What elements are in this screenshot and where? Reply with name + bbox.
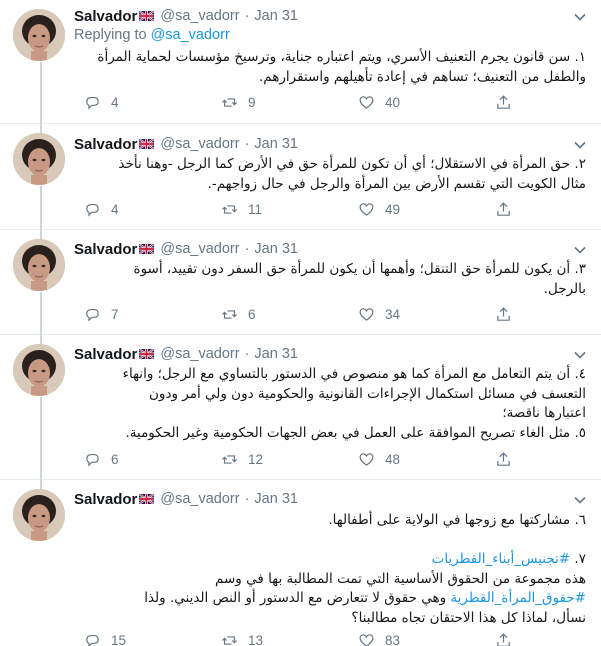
tweet-text [74,155,586,194]
like-button[interactable] [358,451,495,468]
reply-count: 7 [111,307,119,322]
tweet-text [74,48,586,87]
avatar-image [13,239,65,291]
tweet-header [74,344,298,364]
list-number: ٧. [570,551,586,567]
tweet-header [74,134,298,154]
avatar[interactable] [13,9,65,61]
share-icon [495,94,512,111]
tweet-date[interactable]: Jan 31 [254,491,298,507]
retweet-count: 6 [248,307,256,322]
reply-button[interactable] [84,94,221,111]
replying-to-label: Replying to [74,27,147,43]
tweet-text-line: نسأل، لماذا كل هذا الاحتقان تجاه مطالبنا؟ [351,609,586,626]
hashtag-link[interactable]: #حقوق_المرأة_القطرية [450,590,586,606]
tweet-5[interactable] [0,480,601,646]
heart-icon [358,94,375,111]
tweet-text-line: ١. سن قانون يجرم التعنيف الأسري، ويتم اعتباره جناية، وترسيخ مؤسسات لحماية المرأة [97,49,586,65]
heart-icon [358,201,375,218]
avatar[interactable] [13,489,65,541]
tweet-text-line: هذه مجموعة من الحقوق الأساسية التي تمت المطالبة بها في وسم [215,570,586,587]
retweet-button[interactable] [221,632,358,646]
like-count: 49 [385,202,401,217]
tweet-text-line: ٣. أن يكون للمرأة حق التنقل؛ وأهمها أن يكون للمرأة حق السفر دون تقييد، أسوة [133,261,586,277]
like-count: 40 [385,95,401,110]
retweet-button[interactable] [221,94,358,111]
tweet-2[interactable] [0,124,601,230]
tweet-text-fragment: وهي حقوق لا تتعارض مع الدستور أو النص الديني. ولذا [144,590,451,606]
like-count: 83 [385,633,401,646]
tweet-text [74,260,586,299]
share-icon [495,632,512,646]
retweet-button[interactable] [221,306,358,323]
reply-count: 15 [111,633,127,646]
separator-dot: · [244,136,250,152]
share-icon [495,451,512,468]
reply-icon [84,94,101,111]
retweet-icon [221,94,238,111]
thread-line [40,186,42,230]
user-handle[interactable]: @sa_vadorr [160,8,240,24]
like-button[interactable] [358,201,495,218]
chevron-down-icon[interactable] [573,243,587,257]
retweet-icon [221,632,238,646]
replying-to-mention[interactable]: @sa_vadorr [150,27,230,43]
uk-flag-icon [139,11,154,21]
hashtag-link[interactable]: #تجنيس_أبناء_القطريات [431,551,571,567]
user-handle[interactable]: @sa_vadorr [160,241,240,257]
tweet-text-line: ٤. أن يتم التعامل مع المرأة كما هو منصوص في الدستور بالتساوي مع الرجل؛ وانهاء [122,366,586,382]
thread-line [40,292,42,335]
like-count: 34 [385,307,401,322]
avatar-image [13,133,65,185]
uk-flag-icon [139,494,154,504]
reply-count: 6 [111,452,119,467]
avatar-image [13,489,65,541]
tweet-actions [84,451,522,468]
tweet-text-line: والطفل من التعنيف؛ تساهم في إعادة تأهيلهم واستقرارهم. [259,68,586,85]
avatar[interactable] [13,239,65,291]
like-button[interactable] [358,306,495,323]
separator-dot: · [244,491,250,507]
tweet-date[interactable]: Jan 31 [254,241,298,257]
user-handle[interactable]: @sa_vadorr [160,491,240,507]
tweet-4[interactable] [0,335,601,480]
reply-button[interactable] [84,451,221,468]
tweet-actions [84,94,522,111]
display-name[interactable]: Salvador [74,345,138,363]
heart-icon [358,632,375,646]
avatar[interactable] [13,344,65,396]
avatar-image [13,9,65,61]
display-name[interactable]: Salvador [74,7,138,25]
reply-button[interactable] [84,632,221,646]
avatar-image [13,344,65,396]
tweet-date[interactable]: Jan 31 [254,136,298,152]
share-button[interactable] [495,451,522,468]
share-button[interactable] [495,94,522,111]
tweet-text-line: بالرجل. [543,280,586,297]
tweet-header [74,489,298,509]
chevron-down-icon[interactable] [573,348,587,362]
share-icon [495,201,512,218]
tweet-text-line [74,550,586,570]
tweet-actions [84,201,522,218]
tweet-text-line: اعتبارها ناقصة؛ [502,405,586,421]
tweet-text [74,511,586,628]
like-button[interactable] [358,632,495,646]
retweet-count: 13 [248,633,264,646]
tweet-text [74,365,586,443]
like-count: 48 [385,452,401,467]
retweet-count: 11 [248,202,263,217]
tweet-actions [84,306,522,323]
tweet-actions [84,632,522,646]
reply-icon [84,632,101,646]
uk-flag-icon [139,244,154,254]
display-name[interactable]: Salvador [74,490,138,508]
tweet-date[interactable]: Jan 31 [254,346,298,362]
display-name[interactable]: Salvador [74,240,138,258]
tweet-header [74,239,298,259]
retweet-icon [221,451,238,468]
thread-line [40,397,42,480]
retweet-count: 9 [248,95,256,110]
uk-flag-icon [139,349,154,359]
tweet-text-line [74,589,586,609]
separator-dot: · [244,346,250,362]
retweet-button[interactable] [221,201,358,218]
tweet-text-line: ٥. مثل الغاء تصريح الموافقة على العمل في بعض الجهات الحكومية وغير الحكومية. [125,424,586,441]
chevron-down-icon[interactable] [573,138,587,152]
tweet-text-line [74,531,586,551]
user-handle[interactable]: @sa_vadorr [160,136,240,152]
tweet-1[interactable] [0,0,601,124]
share-button[interactable] [495,306,522,323]
reply-icon [84,451,101,468]
reply-button[interactable] [84,306,221,323]
reply-icon [84,306,101,323]
separator-dot: · [244,241,250,257]
tweet-text-line: التعسف في مسائل استكمال الإجراءات القانونية والحكومية دون ولي أمر ودون [149,385,586,402]
chevron-down-icon[interactable] [573,493,587,507]
retweet-button[interactable] [221,451,358,468]
tweet-3[interactable] [0,230,601,335]
like-button[interactable] [358,94,495,111]
reply-button[interactable] [84,201,221,218]
tweet-text-line: ٦. مشاركتها مع زوجها في الولاية على أطفالها. [328,512,586,528]
avatar[interactable] [13,133,65,185]
tweet-text-line: مثال الكويت التي تقسم الأرض بين المرأة والرجل في حال زواجهم-. [207,175,586,192]
share-button[interactable] [495,632,522,646]
retweet-count: 12 [248,452,264,467]
retweet-icon [221,306,238,323]
tweet-date[interactable]: Jan 31 [254,8,298,24]
retweet-icon [221,201,238,218]
reply-count: 4 [111,202,119,217]
tweet-header [74,6,298,26]
share-button[interactable] [495,201,522,218]
tweet-text-line: ٢. حق المرأة في الاستقلال؛ أي أن تكون للمرأة حق في الأرض كما الرجل -وهنا نأخذ [118,156,586,172]
replying-to [74,27,230,43]
chevron-down-icon[interactable] [573,10,587,24]
thread-line [40,62,42,124]
user-handle[interactable]: @sa_vadorr [160,346,240,362]
heart-icon [358,451,375,468]
reply-icon [84,201,101,218]
heart-icon [358,306,375,323]
uk-flag-icon [139,139,154,149]
reply-count: 4 [111,95,119,110]
separator-dot: · [244,8,250,24]
display-name[interactable]: Salvador [74,135,138,153]
share-icon [495,306,512,323]
